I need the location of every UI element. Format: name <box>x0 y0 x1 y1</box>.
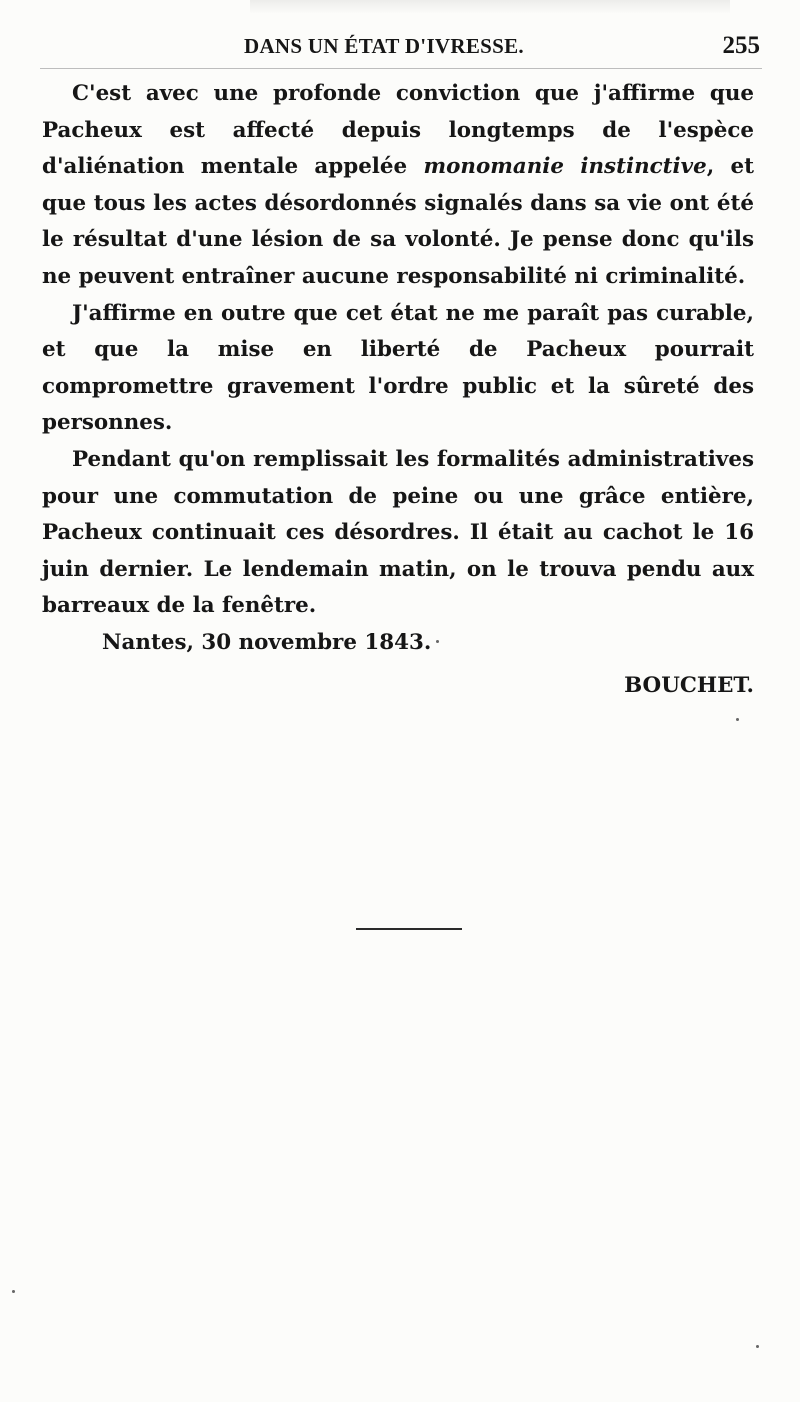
running-title: DANS UN ÉTAT D'IVRESSE. <box>244 34 524 58</box>
section-divider <box>356 928 462 930</box>
header-rule <box>40 68 762 69</box>
page-number: 255 <box>722 32 760 59</box>
paragraph-conviction <box>42 76 754 296</box>
paragraph-text: , et que tous les actes désordonnés signalés dans sa vie ont été le résultat d'une lésion de sa volonté. Je pense donc qu'ils ne peuvent entraîner aucune responsabilité ni criminalité. <box>42 154 754 289</box>
dateline: Nantes, 30 novembre 1843. <box>102 629 432 655</box>
paper-speck <box>12 1290 15 1293</box>
paragraph-affirmation: J'affirme en outre que cet état ne me paraît pas curable, et que la mise en liberté de Pacheux pourrait compromettre gravement l'ordre public et la sûreté des personnes. <box>42 300 754 436</box>
paragraph-conclusion: Pendant qu'on remplissait les formalités administratives pour une commutation de peine ou une grâce entière, Pacheux continuait ces désordres. Il était au cachot le 16 juin dernier. Le lendemain matin, on le trouva pendu aux barreaux de la fenêtre. <box>42 446 754 619</box>
paragraph-text: C'est avec une profonde conviction que j'affirme que Pacheux est affecté depuis longtemps de l'espèce d'aliénation mentale appelée <box>42 81 754 180</box>
paper-speck <box>736 718 739 721</box>
italic-term: monomanie instinctive <box>423 154 707 180</box>
signature: BOUCHET. <box>624 672 754 698</box>
paper-speck <box>436 640 439 643</box>
article-body <box>42 76 754 706</box>
previous-page-edge <box>250 0 730 14</box>
paper-speck <box>756 1345 759 1348</box>
signature-row <box>42 662 754 706</box>
